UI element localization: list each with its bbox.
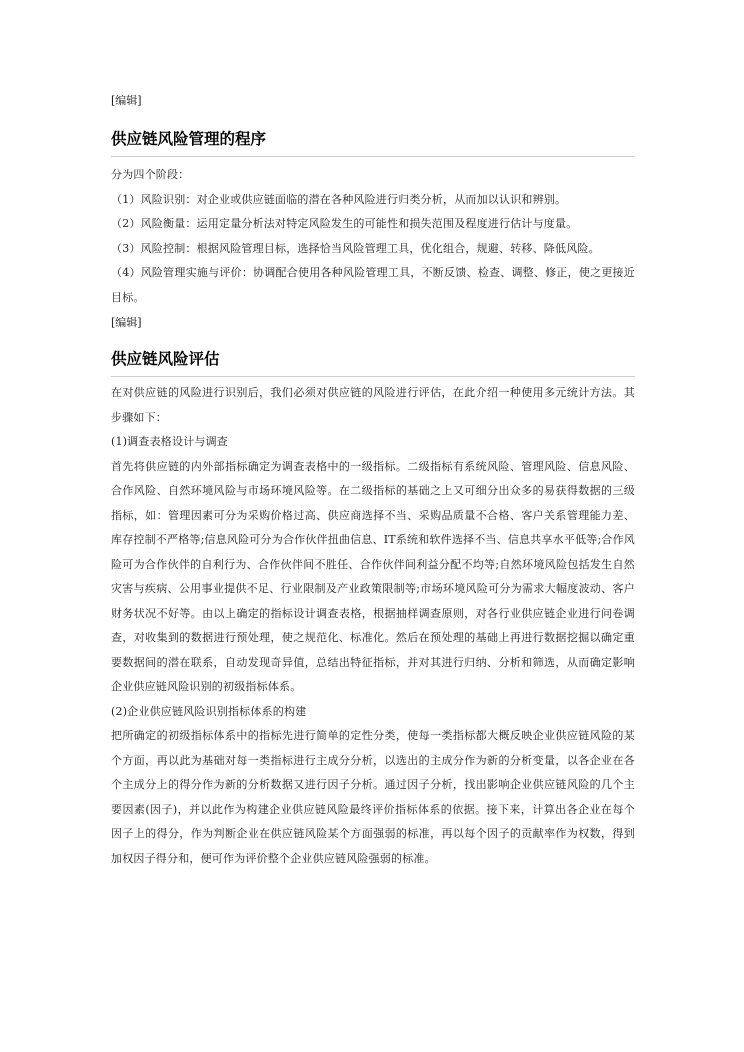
stage-item-4: （4）风险管理实施与评价：协调配合使用各种风险管理工具，不断反馈、检查、调整、修正，使之更接近目标。 — [111, 266, 635, 304]
stages-intro: 分为四个阶段： — [111, 168, 190, 181]
section-title-risk-assessment: 供应链风险评估 — [111, 348, 635, 377]
edit-link-section2[interactable]: [编辑] — [111, 316, 142, 329]
assessment-intro-paragraph: 在对供应链的风险进行识别后，我们必须对供应链的风险进行评估，在此介绍一种使用多元统计方法。其步骤如下： — [111, 386, 635, 424]
step-2-paragraph: 把所确定的初级指标体系中的指标先进行简单的定性分类，使每一类指标都大概反映企业供应链风险的某个方面，再以此为基础对每一类指标进行主成分分析，以选出的主成分作为新的分析变量，以各企业在各个主成分上的得分作为新的分析数据又进行因子分析。通过因子分析，找出影响企业供应链风险的几个主要因素(因子)，并以此作为构建企业供应链风险最终评价指标体系的依据。接下来，计算出各企业在每个因子上的得分，作为判断企业在供应链风险某个方面强弱的标准，再以每个因子的贡献率作为权数，得到加权因子得分和，便可作为评价整个企业供应链风险强弱的标准。 — [111, 729, 635, 865]
step-2-heading: (2)企业供应链风险识别指标体系的构建 — [111, 704, 307, 718]
stage-item-3: （3）风险控制：根据风险管理目标，选择恰当风险管理工具，优化组合，规避、转移、降低风险。 — [111, 241, 600, 255]
step-1-heading: (1)调查表格设计与调查 — [111, 435, 228, 448]
edit-link-section1[interactable]: [编辑] — [111, 94, 142, 107]
stage-item-1: （1）风险识别：对企业或供应链面临的潜在各种风险进行归类分析，从而加以认识和辨别。 — [111, 192, 567, 206]
section-title-risk-management-procedure: 供应链风险管理的程序 — [111, 128, 635, 157]
step-1-paragraph: 首先将供应链的内外部指标确定为调查表格中的一级指标。二级指标有系统风险、管理风险、信息风险、合作风险、自然环境风险与市场环境风险等。在二级指标的基础之上又可细分出众多的易获得数据的三级指标，如：管理因素可分为采购价格过高、供应商选择不当、采购品质量不合格、客户关系管理能力差、库存控制不严格等;信息风险可分为合作伙伴扭曲信息、IT系统和软件选择不当、信息共享水平低等;合作风险可为合作伙伴的自利行为、合作伙伴间不胜任、合作伙伴间利益分配不均等;自然环境风险包括发生自然灾害与疾病、公用事业提供不足、行业限制及产业政策限制等;市场环境风险可分为需求大幅度波动、客户财务状况不好等。由以上确定的指标设计调查表格，根据抽样调查原则，对各行业供应链企业进行问卷调查，对收集到的数据进行预处理，使之规范化、标准化。然后在预处理的基础上再进行数据挖掘以确定重要数据间的潜在联系，自动发现奇异值，总结出特征指标，并对其进行归纳、分析和筛选，从而确定影响企业供应链风险识别的初级指标体系。 — [111, 459, 635, 693]
stage-item-2: （2）风险衡量：运用定量分析法对特定风险发生的可能性和损失范围及程度进行估计与度量。 — [111, 217, 578, 230]
document-page — [111, 92, 635, 871]
